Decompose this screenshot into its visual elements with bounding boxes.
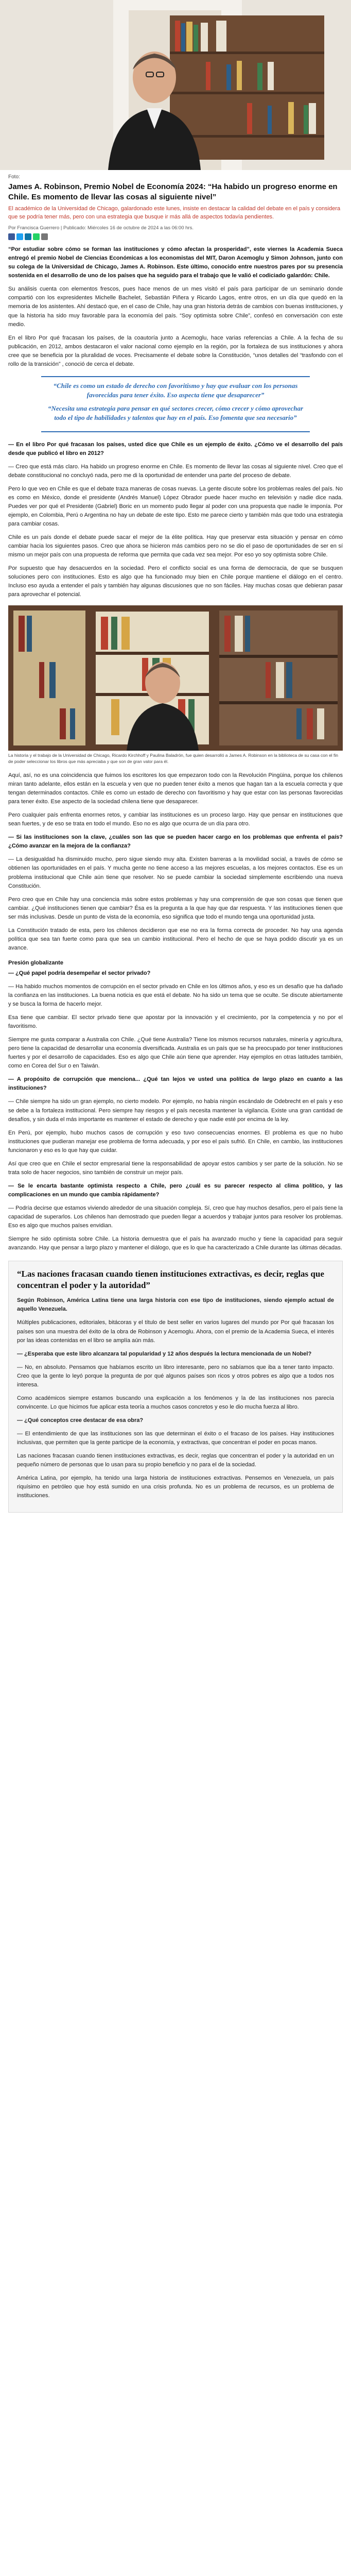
question-paragraph: — A propósito de corrupción que menciona... ¿Qué tan lejos ve usted una política de largo plazo en cuanto a las instituciones? xyxy=(8,1076,343,1092)
pull-quote: “Chile es como un estado de derecho con favoritismo y hay que evaluar con los personas favorecidas para tener éxito. Eso aspecta tiene que desaparecer” xyxy=(53,381,298,399)
email-share-icon[interactable] xyxy=(41,233,48,240)
facebook-share-icon[interactable] xyxy=(8,233,15,240)
intro-paragraph: En el libro Por qué fracasan los países, de la coautoría junto a Acemoglu, hace varias referencias a Chile. A la fecha de su publicación, en 2012, ambos destacaron el valor nacional como ejemplo en la región, por la fortaleza de sus instituciones y ahora cree que se beneficia por la pluralidad de voces. Precisamente el debate sobre la Constitución, “unos detalles del “trasfondo con el rollo de la transición” , conoció de cerca el debate. xyxy=(8,334,343,367)
box-paragraph: — No, en absoluto. Pensamos que habíamos escrito un libro interesante, pero no sabíamos que iba a tener tanto impacto. Creo que la gente lo leyó porque la pregunta de por qué algunos países son ricos y otros pobres es algo que a todos nos interesa. xyxy=(17,1364,334,1388)
article-photo xyxy=(8,605,343,751)
question-paragraph: — Si las instituciones son la clave, ¿cuáles son las que se pueden hacer cargo en los problemas que enfrenta el país? ¿Cómo avanzar en la mejora de la confianza? xyxy=(8,834,343,850)
article-title: James A. Robinson, Premio Nobel de Economía 2024: “Ha habido un progreso enorme en Chile. Es momento de llevar las cosas al siguiente nivel” xyxy=(8,182,338,201)
article-byline: Por Francisca Guerrero | Publicado: Miércoles 16 de octubre de 2024 a las 06:00 hrs. xyxy=(8,225,194,231)
answer-paragraph: — Chile siempre ha sido un gran ejemplo, no cierto modelo. Por ejemplo, no había ningún escándalo de Odebrecht en el país y eso se debe a la fortaleza institucional. Pero siempre hay riesgos y el país necesita mantener la vigilancia. Existe una gran cantidad de desafíos, y sin duda el más importante es mantener el estado de derecho y que nadie esté por encima de la ley. xyxy=(8,1098,343,1123)
answer-paragraph: — La desigualdad ha disminuido mucho, pero sigue siendo muy alta. Existen barreras a la movilidad social, a través de cómo se obtienen las oportunidades en el país. Y mucha gente no tiene acceso a las mejores escuelas, a los mejores contactos. Ese es un problema institucional que Chile aún tiene que resolver. No se puede cambiar la sociedad simplemente escribiendo una nueva Constitución. xyxy=(8,856,343,889)
answer-paragraph: Siempre me gusta comparar a Australia con Chile. ¿Qué tiene Australia? Tiene los mismos recursos naturales, minería y agricultura, pero tiene la capacidad de desarrollar una economía diversificada. Australia es un país que se ha preocupado por tener instituciones fuertes y por el desarrollo de capacidades. Eso es algo que Chile aún tiene que aprender. Hay ejemplos en otras latitudes también, como en Corea del Sur o en Taiwán. xyxy=(8,1037,343,1070)
box-paragraph: — El entendimiento de que las instituciones son las que determinan el éxito o el fracaso de los países. Hay instituciones inclusivas, que permiten que la gente participe de la economía, y extractivas, que concentran el poder en pocas manos. xyxy=(17,1430,334,1446)
box-title: “Las naciones fracasan cuando tienen instituciones extractivas, es decir, reglas que concentran el poder y la autoridad” xyxy=(17,1269,324,1291)
intro-paragraph: “Por estudiar sobre cómo se forman las instituciones y cómo afectan la prosperidad”, este viernes la Academia Sueca entregó el premio Nobel de Ciencias Económicas a los economistas del MIT, Daron Acemoglu y Simon Johnson, junto con su colega de la Universidad de Chicago, James A. Robinson. Este último, conocido entre nuestros pares por su presencia sostenida en el desarrollo de uno de los países que ha seguido para el trabajo que le valió el codiciado galardón: Chile. xyxy=(8,246,343,279)
pull-quote: “Necesita una estrategia para pensar en qué sectores crecer, cómo crecer y cómo aprovechar todo el tipo de habilidades y talentos que hay en el país. Eso fomenta que sea necesario” xyxy=(47,404,304,422)
pull-quote-block xyxy=(41,376,310,432)
answer-paragraph: Esa tiene que cambiar. El sector privado tiene que apostar por la innovación y el crecimiento, por la competencia y no por el favoritismo. xyxy=(8,1014,343,1030)
box-paragraph: América Latina, por ejemplo, ha tenido una larga historia de instituciones extractivas. Pensemos en Venezuela, un país riquísimo en petróleo que hoy está sumido en una crisis profunda. No es un problema de recursos, es un problema de instituciones. xyxy=(17,1475,334,1499)
answer-paragraph: Pero creo que en Chile hay una conciencia más sobre estos problemas y hay una comprensión de que son cosas que tienen que cambiar. ¿Qué instituciones tienen que cambiar? Ésa es la pregunta a la que hay que dar respuesta. Y las instituciones tienen que ser más inclusivas. Desde un punto de vista de la economía, eso significa que todo el mundo tenga una oportunidad justa. xyxy=(8,896,343,920)
box-question: — ¿Esperaba que este libro alcanzara tal popularidad y 12 años después la lectura mencionada de un Nobel? xyxy=(17,1350,312,1357)
hero-image xyxy=(0,0,351,170)
answer-paragraph: Aquí, así, no es una coincidencia que fuimos los escritores los que empezaron todo con la Revolución Pingüina, porque los chilenos miran tanto adelante, ellos están en la escuela y ven que no pueden tener éxito a menos que hagan tan a la escuela correcta y que tengan determinados contactos. Chile es como un estado de derecho con favoritismo y hay que estar con las personas favorecidas para tener éxito. Ese aspecto de la sociedad chilena tiene que desaparecer. xyxy=(8,772,343,805)
sidebar-box xyxy=(8,1261,343,1513)
photo-tag: Foto: xyxy=(8,174,20,180)
whatsapp-share-icon[interactable] xyxy=(33,233,40,240)
answer-paragraph: La Constitución tratado de esta, pero los chilenos decidieron que ese no era la forma correcta de proceder. No hay una agenda política que sea tan fuerte como para que sea un cambio institucional. Pero el hecho de que se haya podido discutir ya es un avance. xyxy=(8,927,343,951)
box-paragraph: Como académicos siempre estamos buscando una explicación a los fenómenos y la de las instituciones nos parecía convincente. Lo que hicimos fue aplicar esta teoría a muchos casos concretos y eso le dio mucha fuerza al libro. xyxy=(17,1395,334,1410)
question-paragraph: — En el libro Por qué fracasan los países, usted dice que Chile es un ejemplo de éxito. ¿Cómo ve el desarrollo del país desde que publicó el libro en 2012? xyxy=(8,441,343,456)
share-bar xyxy=(8,233,343,240)
article-header xyxy=(0,170,351,240)
box-paragraph: Múltiples publicaciones, editoriales, bitácoras y el título de best seller en varios lugares del mundo por Por qué fracasan los países son una muestra del éxito de la obra de Robinson y Acemoglu. Ahora, con el premio de la Academia Sueca, el interés por las ideas contenidas en el libro se amplía aún más. xyxy=(17,1319,334,1344)
article-lede: El académico de la Universidad de Chicago, galardonado este lunes, insiste en destacar la calidad del debate en el país y considera que se podría tener más, pero con una estrategia que busque ir más allá de aspectos todavía pendientes. xyxy=(8,206,341,220)
box-question: — ¿Qué conceptos cree destacar de esa obra? xyxy=(17,1417,144,1423)
article-body-continued xyxy=(0,771,351,1252)
answer-paragraph: — Creo que está más claro. Ha habido un progreso enorme en Chile. Es momento de llevar las cosas al siguiente nivel. Creo que el debate constitucional no concluyó nada, pero me di la oportunidad de entender una parte del proceso de debate. xyxy=(8,463,343,479)
article-body xyxy=(0,245,351,369)
answer-paragraph: Siempre he sido optimista sobre Chile. La historia demuestra que el país ha avanzado mucho y tiene la capacidad para seguir avanzando. Hay que pensar a largo plazo y mantener el diálogo, que es lo que ha caracterizado a Chile durante las últimas décadas. xyxy=(8,1236,343,1251)
intro-paragraph: Su análisis cuenta con elementos frescos, pues hace menos de un mes visitó el país para participar de un seminario donde compartió con los expresidentes Michelle Bachelet, Sebastián Piñera y Ricardo Lagos, entre otros, en un día que quedó en la memoria de los asistentes. Ahí destacó que, en el caso de Chile, hay una gran historia detrás de cambios con buenas instituciones, y que la historia ha sido muy favorable para la economía del país. “Soy optimista sobre Chile”, confesó en conversación con este medio. xyxy=(8,286,343,328)
answer-paragraph: Así que creo que en Chile el sector empresarial tiene la responsabilidad de apoyar estos cambios y ser parte de la solución. No se trata solo de hacer negocios, sino también de construir un mejor país. xyxy=(8,1160,343,1176)
answer-paragraph: En Perú, por ejemplo, hubo muchos casos de corrupción y eso tuvo consecuencias enormes. El problema es que no hubo instituciones que pudieran manejar ese problema de forma adecuada, y por eso el país sufrió. En Chile, en cambio, las instituciones funcionaron y eso es lo que hay que cuidar. xyxy=(8,1129,343,1154)
answer-paragraph: Pero lo que veo en Chile es que el debate traza maneras de cosas nuevas. La gente discute sobre los problemas reales del país. No es como en México, donde el presidente (Andrés Manuel) López Obrador puede hacer mucho en televisión y nadie dice nada. Puedes ver por qué el Presidente (Gabriel) Boric en un momento pudo llegar al poder con una propuesta que nadie le imponía. Por ejemplo, en Colombia, Perú o Argentina no hay un debate de este tipo. Esto me parece cierto y también más que todo una estrategia para cambiar cosas. xyxy=(8,485,343,527)
article-body-main xyxy=(0,440,351,600)
question-paragraph: — Se le encarta bastante optimista respecto a Chile, pero ¿cuál es su parecer respecto al clima político, y las complicaciones en un mundo que cambia rápidamente? xyxy=(8,1182,343,1198)
box-paragraph: Las naciones fracasan cuando tienen instituciones extractivas, es decir, reglas que concentran el poder y la autoridad en un pequeño número de personas que lo usan para su propio beneficio y no para el de la sociedad. xyxy=(17,1453,334,1468)
section-title: Presión globalizante xyxy=(8,959,63,966)
answer-paragraph: Por supuesto que hay desacuerdos en la sociedad. Pero el conflicto social es una forma de democracia, de que se busquen soluciones pero con instituciones. Esto es algo que ha funcionado muy bien en Chile porque mantiene el diálogo en el centro. Incluso eso ayuda a entender el país y también hay algunas discusiones que no son fáciles. Hay muchas cosas que debieran pasar para aprovechar el potencial. xyxy=(8,565,343,598)
question-paragraph: — ¿Qué papel podría desempeñar el sector privado? xyxy=(8,970,151,976)
linkedin-share-icon[interactable] xyxy=(25,233,31,240)
box-paragraph: Según Robinson, América Latina tiene una larga historia con ese tipo de instituciones, siendo ejemplo actual de aquello Venezuela. xyxy=(17,1297,334,1313)
photo-caption: La historia y el trabajo de la Universidad de Chicago, Ricardo Kirchhoff y Paulina Baladrón, fue quien desarrolló a James A. Robinson en la biblioteca de su casa con el fin de poder seleccionar los libros que más apreciaba y que son de gran valor para él. xyxy=(8,753,339,765)
answer-paragraph: Chile es un país donde el debate puede sacar el mejor de la élite política. Hay que preservar esta situación y pensar en cómo cambiar hacia los siguientes pasos. Creo que ahora se hicieron más cambios pero no se dio el paso de oportunidades de ser en sí mismo un mejor país con una propuesta de reforma que permita que cada vez sea mejor. Por eso yo soy optimista sobre Chile. xyxy=(8,534,343,558)
answer-paragraph: — Ha habido muchos momentos de corrupción en el sector privado en Chile en los últimos años, y eso es un desafío que ha dañado la confianza en las instituciones. La buena noticia es que está el debate. No ha sido un tema que se oculte. Se discute abiertamente y se busca la forma de hacerlo mejor. xyxy=(8,983,343,1008)
answer-paragraph: Pero cualquier país enfrenta enormes retos, y cambiar las instituciones es un proceso largo. Hay que pensar en instituciones que sean fuertes, y de eso se trata en todo el mundo. Eso no es algo que ocurra de un día para otro. xyxy=(8,812,343,827)
twitter-share-icon[interactable] xyxy=(16,233,23,240)
answer-paragraph: — Podría decirse que estamos viviendo alrededor de una situación compleja. Sí, creo que hay muchos desafíos, pero el país tiene la capacidad de superarlos. Los chilenos han demostrado que pueden llegar a acuerdos y trabajar juntos para resolver los problemas. Eso es algo que muchos países envidian. xyxy=(8,1205,343,1229)
